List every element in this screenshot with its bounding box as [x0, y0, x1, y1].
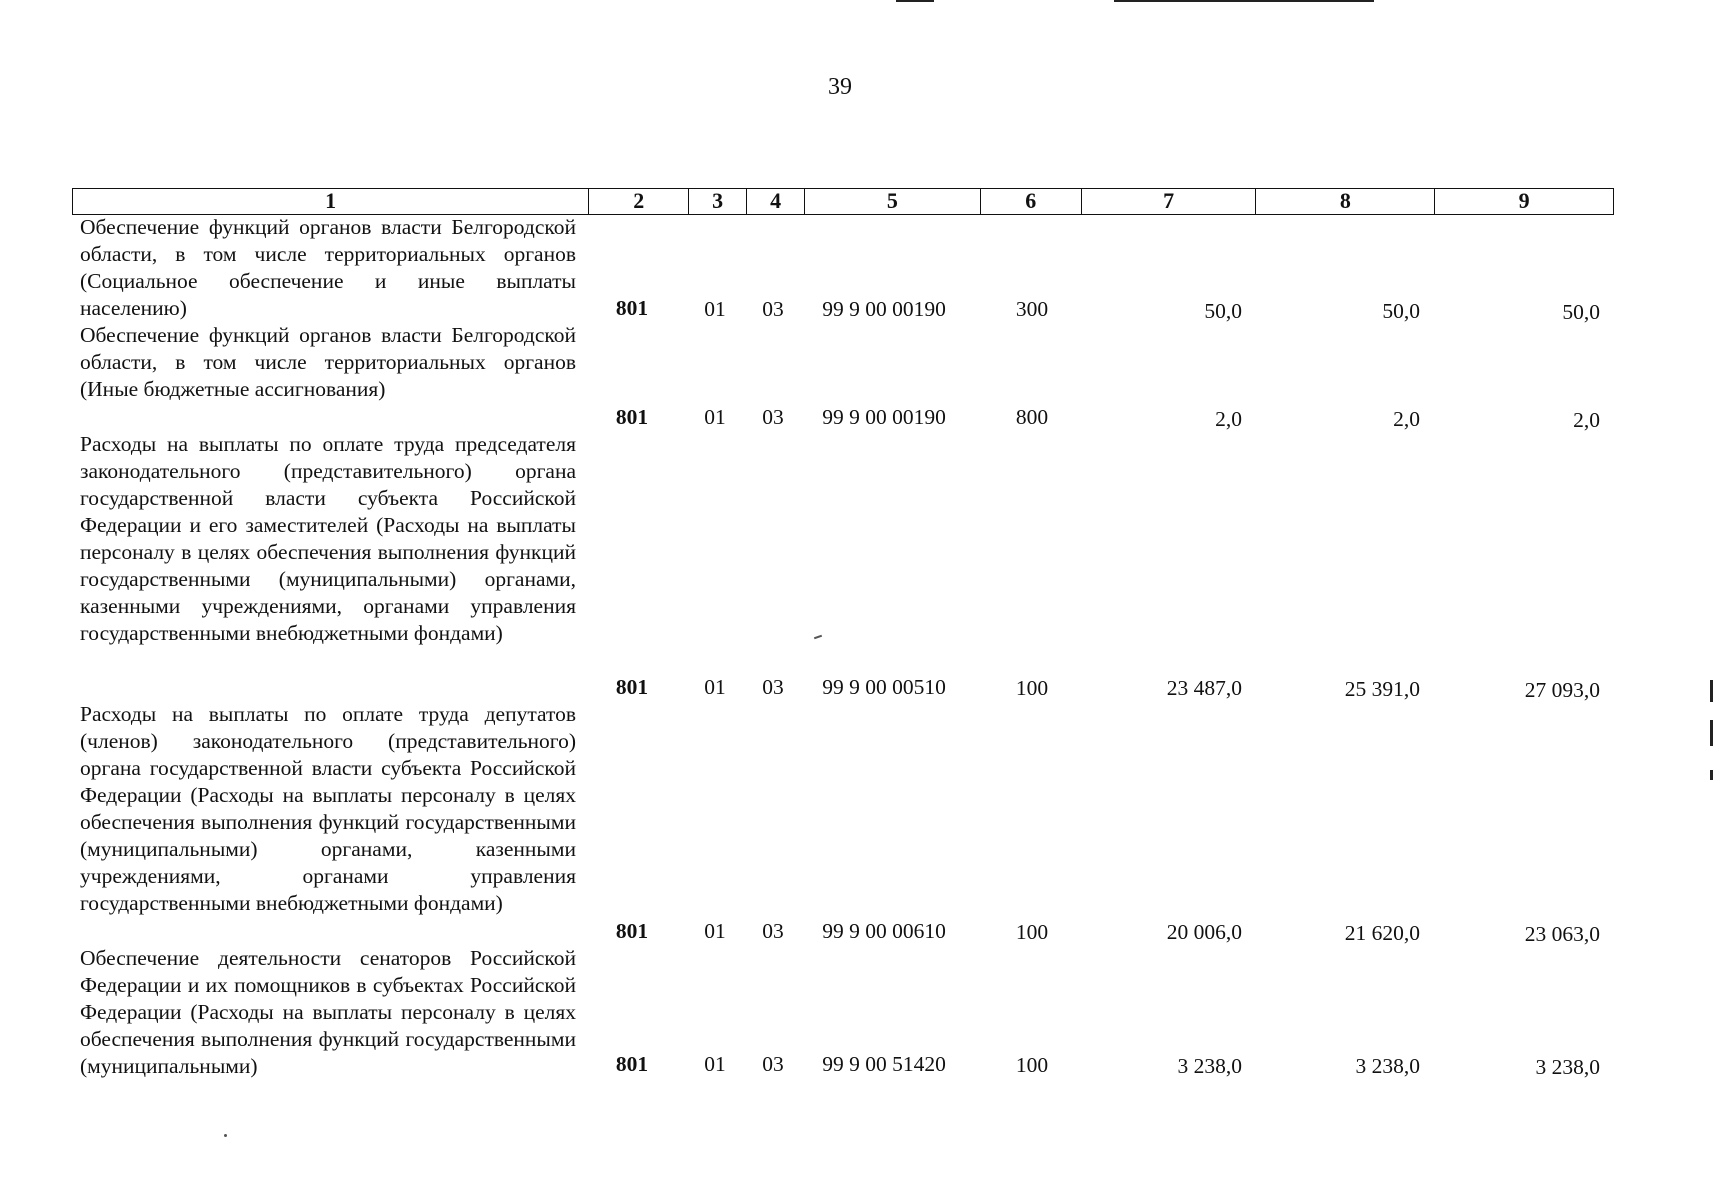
row-2-description: Обеспечение функций органов власти Белгородской области, в том числе территориальных органов (Иные бюджетные ассигнования): [80, 323, 576, 401]
row-3-col-9: 27 093,0: [1524, 678, 1600, 702]
row-4-col-4: 03: [762, 919, 784, 943]
row-3-col-5: 99 9 00 00510: [822, 675, 946, 699]
row-5-description: Обеспечение деятельности сенаторов Российской Федерации и их помощников в субъектах Российской Федерации (Расходы на выплаты персоналу в целях обеспечения выполнения функций государственными (муниципальными): [80, 946, 576, 1078]
header-col-8: 8: [1256, 189, 1435, 214]
header-col-1: 1: [73, 189, 589, 214]
row-1-col-8: 50,0: [1382, 299, 1420, 323]
row-1-col-3: 01: [704, 297, 726, 321]
row-5-col-9: 3 238,0: [1535, 1055, 1600, 1079]
row-1-col-9: 50,0: [1562, 300, 1600, 324]
row-4-col-3: 01: [704, 919, 726, 943]
scan-artifact-edge-3: [1710, 770, 1713, 780]
row-1-col-7: 50,0: [1204, 299, 1242, 323]
scan-speck-1: [814, 635, 822, 640]
row-2-col-5: 99 9 00 00190: [822, 405, 946, 429]
row-5-col-3: 01: [704, 1052, 726, 1076]
scan-artifact-edge-2: [1710, 720, 1713, 746]
row-3-description: Расходы на выплаты по оплате труда председателя законодательного (представительного) органа государственной власти субъекта Российской Федерации и его заместителей (Расходы на выплаты персоналу в целях обеспечения выполнения функций государственными (муниципальными) органами, казенными учреждениями, органами управления государственными внебюджетными фондами): [80, 432, 576, 645]
row-2-col-2: 801: [615, 405, 649, 429]
header-col-9: 9: [1518, 188, 1530, 213]
row-3-col-6: 100: [1015, 676, 1049, 700]
row-2-col-3: 01: [704, 405, 726, 429]
row-2-col-8: 2,0: [1393, 407, 1420, 431]
row-3-col-4: 03: [762, 675, 784, 699]
row-1-col-2: 801: [615, 296, 649, 320]
row-2-col-6: 800: [1015, 405, 1049, 429]
row-5-col-7: 3 238,0: [1177, 1054, 1242, 1078]
row-5-col-8: 3 238,0: [1355, 1054, 1420, 1078]
scan-artifact-edge-1: [1710, 680, 1713, 702]
header-col-3: 3: [689, 189, 747, 214]
row-4-col-9: 23 063,0: [1524, 922, 1600, 946]
row-3-col-2: 801: [615, 675, 649, 699]
row-4-col-5: 99 9 00 00610: [822, 919, 946, 943]
header-col-4: 4: [747, 189, 805, 214]
row-5-col-5: 99 9 00 51420: [822, 1052, 946, 1076]
row-3-col-8: 25 391,0: [1344, 677, 1420, 701]
row-3-col-3: 01: [704, 675, 726, 699]
header-col-6: 6: [981, 189, 1082, 214]
row-4-col-2: 801: [615, 919, 649, 943]
row-5-col-4: 03: [762, 1052, 784, 1076]
scan-speck-2: [224, 1134, 227, 1137]
header-col-5: 5: [805, 189, 981, 214]
header-col-2: 2: [589, 189, 689, 214]
scan-artifact-top-1: [896, 0, 934, 2]
row-1-col-6: 300: [1015, 297, 1049, 321]
row-4-col-6: 100: [1015, 920, 1049, 944]
row-4-col-8: 21 620,0: [1344, 921, 1420, 945]
header-col-7: 7: [1082, 189, 1257, 214]
row-1-description: Обеспечение функций органов власти Белгородской области, в том числе территориальных органов (Социальное обеспечение и иные выплаты населению): [80, 215, 576, 320]
page-number: 39: [828, 74, 852, 100]
row-5-col-6: 100: [1015, 1053, 1049, 1077]
row-2-col-7: 2,0: [1215, 407, 1242, 431]
row-5-col-2: 801: [615, 1052, 649, 1076]
row-1-col-4: 03: [762, 297, 784, 321]
row-4-col-7: 20 006,0: [1166, 920, 1242, 944]
row-2-col-9: 2,0: [1573, 408, 1600, 432]
table-header: [72, 188, 1614, 215]
row-4-description: Расходы на выплаты по оплате труда депутатов (членов) законодательного (представительного) органа государственной власти субъекта Российской Федерации (Расходы на выплаты персоналу в целях обеспечения выполнения функций государственными (муниципальными) органами, казенными учреждениями, органами управления государственными внебюджетными фондами): [80, 702, 576, 915]
row-2-col-4: 03: [762, 405, 784, 429]
row-3-col-7: 23 487,0: [1166, 676, 1242, 700]
scan-artifact-top-2: [1114, 0, 1374, 2]
row-1-col-5: 99 9 00 00190: [822, 297, 946, 321]
